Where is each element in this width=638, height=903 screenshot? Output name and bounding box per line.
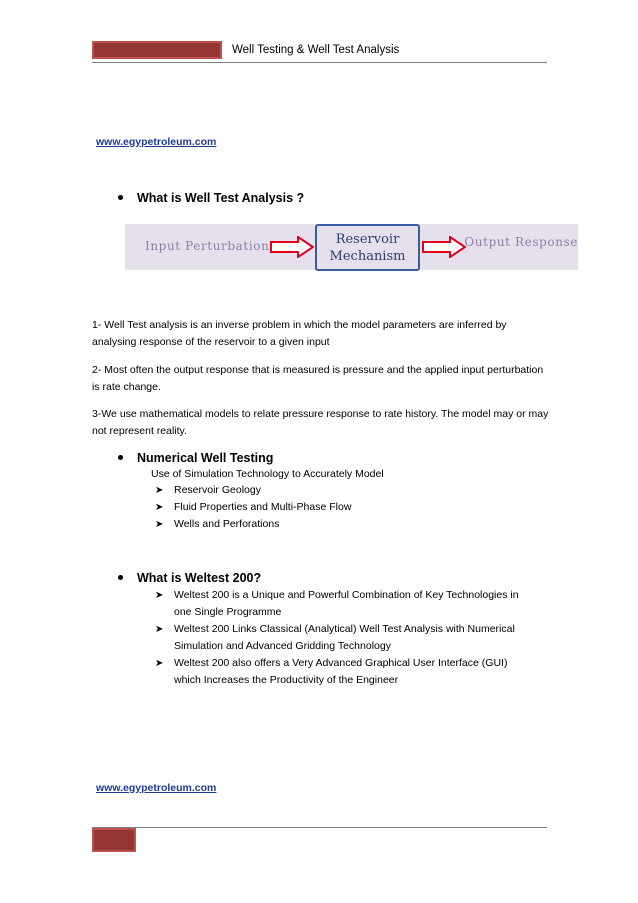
list-item: ➤ Reservoir Geology	[155, 482, 535, 499]
bullet-icon	[118, 195, 123, 200]
reservoir-mechanism-box	[315, 224, 420, 271]
diagram-box-line2: Mechanism	[329, 249, 406, 264]
arrowhead-bullet-icon: ➤	[155, 485, 164, 496]
header-color-bar	[92, 41, 222, 59]
paragraph-1: 1- Well Test analysis is an inverse problem in which the model parameters are inferred by analysing response of the reservoir to a given input	[92, 319, 507, 348]
paragraph-2: 2- Most often the output response that is measured is pressure and the applied input perturbation is rate change.	[92, 364, 544, 393]
arrowhead-bullet-icon: ➤	[155, 519, 164, 530]
right-arrow-icon	[270, 236, 314, 258]
paragraph-3: 3-We use mathematical models to relate pressure response to rate history. The model may or may not represent reality.	[92, 408, 549, 437]
list-item: ➤ Fluid Properties and Multi-Phase Flow	[155, 499, 535, 516]
section-title: What is Weltest 200?	[137, 571, 262, 585]
list-item: ➤ Weltest 200 Links Classical (Analytical) Well Test Analysis with Numerical Simulation and Advanced Gridding Technology	[155, 623, 515, 652]
header-divider	[92, 62, 547, 63]
diagram-input-label: Input Perturbation	[145, 239, 270, 253]
diagram-box-line1: Reservoir	[335, 232, 400, 247]
section-title: Numerical Well Testing	[137, 451, 274, 465]
arrowhead-bullet-icon: ➤	[155, 658, 164, 669]
process-diagram	[125, 224, 578, 270]
header-title: Well Testing & Well Test Analysis	[232, 44, 400, 56]
question-well-test-analysis	[118, 191, 304, 205]
right-arrow-icon	[422, 236, 466, 258]
arrowhead-bullet-icon: ➤	[155, 590, 164, 601]
section-numerical-well-testing	[118, 451, 273, 465]
footer-divider	[92, 827, 547, 828]
arrowhead-bullet-icon: ➤	[155, 624, 164, 635]
diagram-output-label: Output Response	[464, 235, 578, 249]
bottom-website-link[interactable]: www.egypetroleum.com	[96, 782, 217, 794]
top-website-link[interactable]: www.egypetroleum.com	[96, 136, 217, 148]
bullet-icon	[118, 455, 123, 460]
arrowhead-bullet-icon: ➤	[155, 502, 164, 513]
list-item: ➤ Weltest 200 also offers a Very Advanced Graphical User Interface (GUI) which Increases the Productivity of the Engineer	[155, 657, 508, 686]
footer-page-box	[92, 828, 136, 852]
question-text: What is Well Test Analysis ?	[137, 191, 305, 205]
list-item: ➤ Weltest 200 is a Unique and Powerful Combination of Key Technologies in one Single Programme	[155, 589, 519, 618]
list-item: ➤ Wells and Perforations	[155, 516, 535, 533]
section-weltest-200	[118, 571, 261, 585]
bullet-icon	[118, 575, 123, 580]
numerical-subtitle: Use of Simulation Technology to Accurately Model	[151, 468, 384, 480]
